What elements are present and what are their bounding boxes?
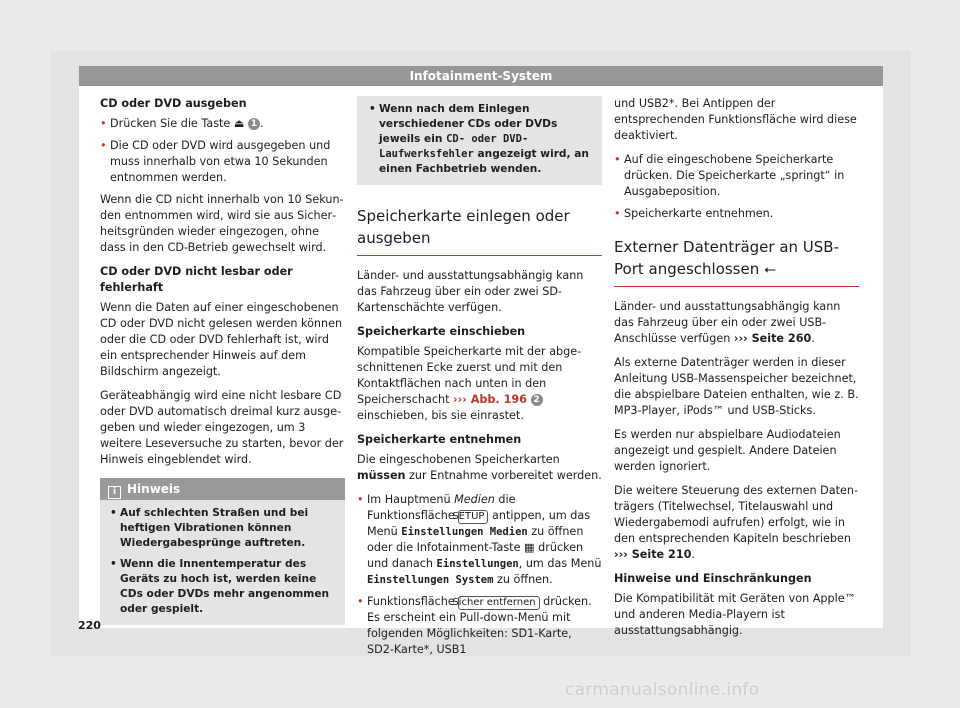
note-bullet: • Wenn nach dem Einlegen verschiedener CDs oder DVDs jeweils ein CD- oder DVD-Laufwerksfehler angezeigt wird, an einen Fachbetrieb wenden. — [369, 102, 592, 177]
bullet-remove-card: • Speicherkarte entnehmen. — [614, 206, 859, 222]
column-3 — [614, 96, 859, 647]
figure-reference-link[interactable]: ››› Abb. 196 — [453, 393, 527, 406]
note-box-continued — [357, 96, 602, 185]
message-text: CD- oder DVD-Laufwerksfehler — [379, 133, 529, 160]
paragraph: Länder- und ausstattungsabhängig kann das Fahrzeug über ein oder zwei USB-Anschlüsse verfügen ››› Seite 260. — [614, 300, 841, 345]
bullet-safe-remove: • Funktionsfläche Sicher entfernen drücken. Es erscheint ein Pull-down-Menü mit folgenden Möglichkeiten: SD1-Karte, SD2-Karte*, USB1 — [357, 594, 602, 658]
paragraph: Die Kompatibilität mit Geräten von Apple™ und anderen Media-Playern ist ausstattungsabhängig. — [614, 592, 856, 637]
heading-insert-card: Speicherkarte einschieben — [357, 325, 526, 338]
heading-notes-restrictions: Hinweise und Einschränkungen — [614, 572, 812, 585]
page-reference-link[interactable]: ››› Seite 210 — [614, 548, 692, 561]
note-box — [100, 478, 345, 625]
note-body — [100, 500, 345, 625]
paragraph: Wenn die CD nicht innerhalb von 10 Sekunden entnommen wird, wird sie aus Sicherheitsgründen wieder eingezogen, ohne dass in den CD-Betrieb gewechselt wird. — [100, 193, 344, 254]
menu-name: Einstellungen — [436, 558, 519, 570]
paragraph: Die weitere Steuerung des externen Datenträgers (Titelwechsel, Titelauswahl und Wiedergabemodi aufrufen) erfolgt, wie in den entsprechenden Kapiteln beschrieben ››› Seite 210. — [614, 484, 858, 561]
note-bullet: • Wenn die Innentemperatur des Geräts zu hoch ist, werden keine CDs oder DVDs mehr angenommen oder gespielt. — [110, 557, 335, 617]
menu-name: Einstellungen System — [367, 574, 494, 586]
column-2 — [357, 96, 602, 664]
section-title-usb: Externer Datenträger an USB-Port angeschlossen ⭠ — [614, 236, 859, 287]
note-header: i Hinweis — [100, 478, 345, 500]
bullet-cd-ejected: • Die CD oder DVD wird ausgegeben und muss innerhalb von etwa 10 Sekunden entnommen werden. — [100, 138, 345, 186]
paragraph: Wenn die Daten auf einer eingeschobenen CD oder DVD nicht gelesen werden können oder die CD oder DVD fehlerhaft ist, wird ein entsprechender Hinweis auf dem Bildschirm angezeigt. — [100, 301, 343, 378]
usb-icon: ⭠ — [764, 260, 777, 278]
section-title-sd-card: Speicherkarte einlegen oder ausgeben — [357, 205, 602, 256]
heading-cd-eject: CD oder DVD ausgeben — [100, 97, 247, 110]
paragraph: Es werden nur abspielbare Audiodateien angezeigt und gespielt. Andere Dateien werden ignoriert. — [614, 428, 841, 473]
page-header: Infotainment-System — [79, 66, 883, 86]
callout-number: 1 — [248, 118, 260, 130]
watermark: carmanualsonline.info — [565, 680, 760, 700]
paragraph: Die eingeschobenen Speicherkarten müssen zur Entnahme vorbereitet werden. — [357, 453, 602, 482]
paragraph: Als externe Datenträger werden in dieser Anleitung USB-Massenspeicher bezeichnet, die abspielbare Dateien enthalten, wie z. B. MP3-Player, iPods™ und USB-Sticks. — [614, 356, 859, 417]
page-number: 220 — [78, 619, 101, 632]
menu-name: Einstellungen Medien — [401, 526, 528, 538]
heading-remove-card: Speicherkarte entnehmen — [357, 433, 522, 446]
column-1 — [100, 96, 345, 625]
heading-cd-unreadable: CD oder DVD nicht lesbar oder fehlerhaft — [100, 265, 293, 294]
bullet-press-card: • Auf die eingeschobene Speicherkarte drücken. Die Speicherkarte „springt“ in Ausgabeposition. — [614, 152, 859, 200]
paragraph: Länder- und ausstattungsabhängig kann das Fahrzeug über ein oder zwei SD-Kartenschächte verfügen. — [357, 269, 584, 314]
menu-grid-icon: ▦ — [524, 541, 535, 554]
bullet-press-eject: • Drücken Sie die Taste ⏏ 1 . — [100, 116, 345, 132]
info-icon: i — [108, 486, 121, 499]
safe-remove-button-label: Sicher entfernen — [458, 596, 539, 610]
bullet-setup: • Im Hauptmenü Medien die Funktionsfläche SETUP antippen, um das Menü Einstellungen Medien zu öffnen oder die Infotainment-Taste ▦ drücken und danach Einstellungen, um das Menü Einstellungen System zu öffnen. — [357, 492, 602, 588]
paragraph: Kompatible Speicherkarte mit der abgeschnittenen Ecke zuerst und mit den Kontaktflächen nach unten in den Speicherschacht ››› Abb. 196 2 einschieben, bis sie einrastet. — [357, 345, 582, 422]
page-reference-link[interactable]: ››› Seite 260 — [733, 332, 812, 345]
note-bullet: • Auf schlechten Straßen und bei heftigen Vibrationen können Wiedergabesprünge auftreten. — [110, 506, 335, 551]
setup-button-label: SETUP — [458, 510, 488, 524]
eject-icon: ⏏ — [233, 117, 245, 130]
paragraph: Geräteabhängig wird eine nicht lesbare CD oder DVD automatisch dreimal kurz ausgegeben und wieder eingezogen, um 3 weitere Leseversuche zu starten, bevor der Hinweis eingeblendet wird. — [100, 389, 344, 466]
paragraph: und USB2*. Bei Antippen der entsprechenden Funktionsfläche wird diese deaktiviert. — [614, 97, 857, 142]
callout-number: 2 — [531, 394, 543, 406]
